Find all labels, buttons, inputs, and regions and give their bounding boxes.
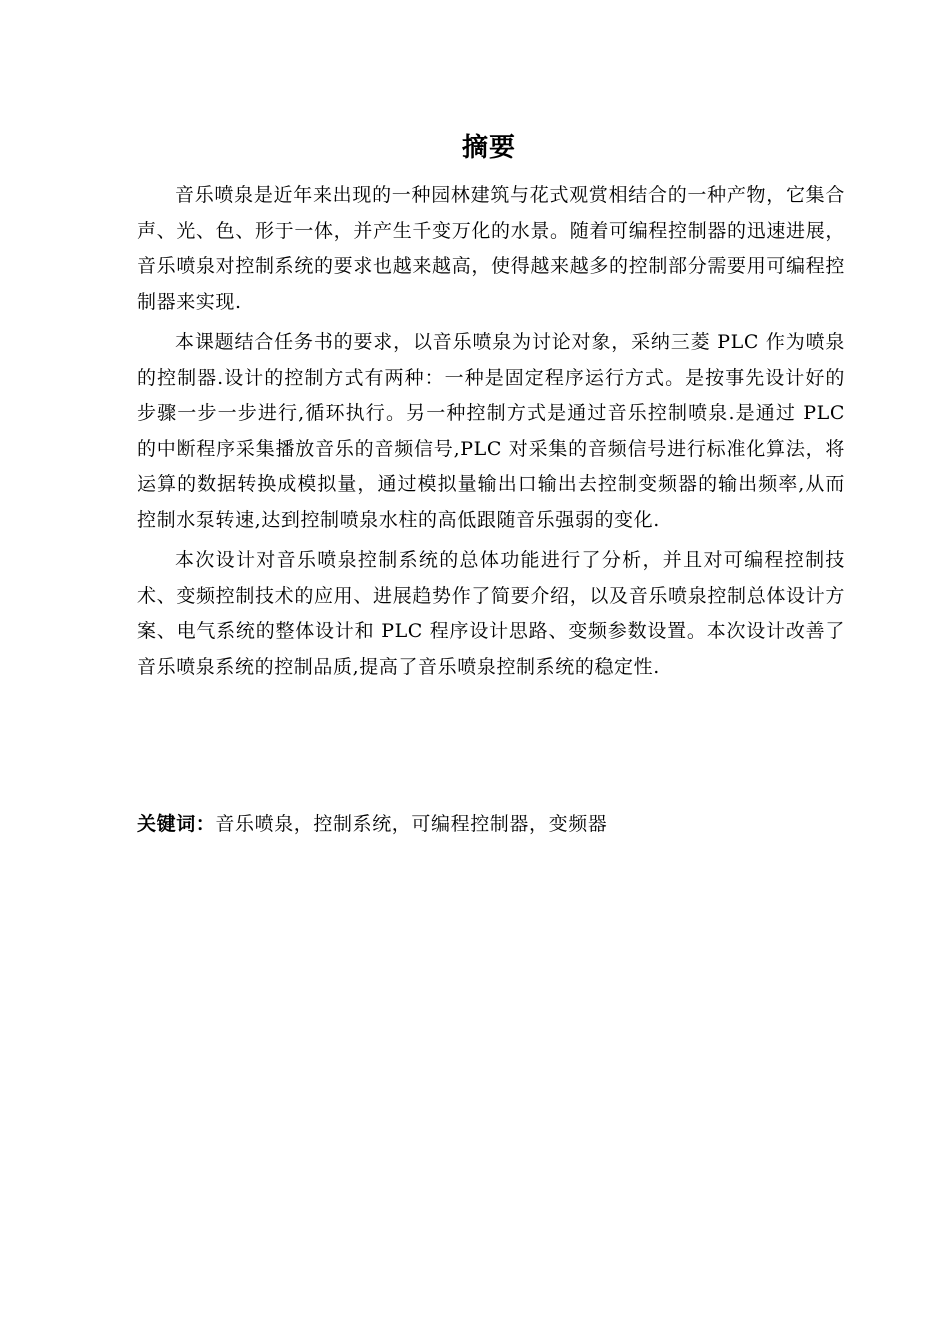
- keywords-line: [137, 806, 845, 842]
- abstract-paragraph-1: 音乐喷泉是近年来出现的一种园林建筑与花式观赏相结合的一种产物，它集合声、光、色、形于一体，并产生千变万化的水景。随着可编程控制器的迅速进展，音乐喷泉对控制系统的要求也越来越高，使得越来越多的控制部分需要用可编程控制器来实现.: [137, 184, 845, 313]
- page-title: 摘要: [461, 133, 516, 163]
- keywords-label: 关键词：: [137, 813, 216, 835]
- abstract-paragraph-3: 本次设计对音乐喷泉控制系统的总体功能进行了分析，并且对可编程控制技术、变频控制技术的应用、进展趋势作了简要介绍，以及音乐喷泉控制总体设计方案、电气系统的整体设计和 PLC 程序设计思路、变频参数设置。本次设计改善了音乐喷泉系统的控制品质,提高了音乐喷泉控制系统的稳定性.: [137, 549, 845, 678]
- abstract-paragraph-2: 本课题结合任务书的要求，以音乐喷泉为讨论对象，采纳三菱 PLC 作为喷泉的控制器.设计的控制方式有两种：一种是固定程序运行方式。是按事先设计好的步骤一步一步进行,循环执行。另一种控制方式是通过音乐控制喷泉.是通过 PLC 的中断程序采集播放音乐的音频信号,PLC 对采集的音频信号进行标准化算法，将运算的数据转换成模拟量，通过模拟量输出口输出去控制变频器的输出频率,从而控制水泵转速,达到控制喷泉水柱的高低跟随音乐强弱的变化.: [137, 331, 845, 531]
- abstract-body: [137, 178, 845, 690]
- keywords-text: 音乐喷泉，控制系统，可编程控制器，变频器: [215, 813, 608, 835]
